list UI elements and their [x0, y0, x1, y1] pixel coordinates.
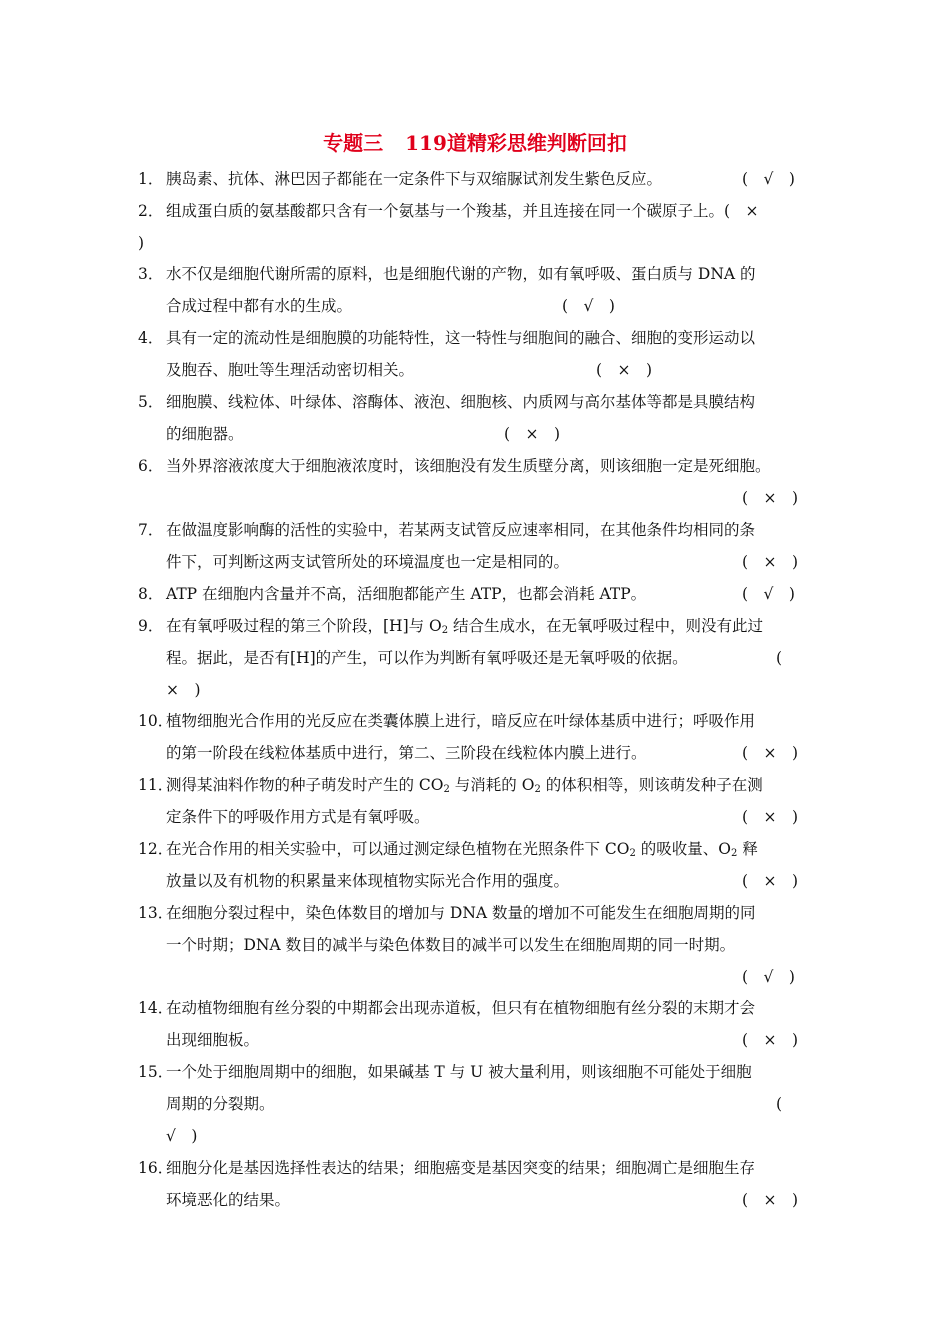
judgment-mark: ( × ) — [742, 872, 799, 890]
title-main: 119道精彩思维判断回扣 — [405, 131, 627, 155]
question-text: 测得某油料作物的种子萌发时产生的 $CO_2$ 与消耗的 $O_2$ 的体积相等，则该萌发种子在测 — [166, 776, 763, 795]
question-number: 6． — [138, 457, 164, 475]
question-number: 7． — [138, 521, 164, 539]
question-number: 8． — [138, 585, 164, 603]
question-number: 14． — [138, 999, 174, 1017]
question-text: 细胞分化是基因选择性表达的结果；细胞癌变是基因突变的结果；细胞凋亡是细胞生存 — [166, 1159, 756, 1177]
question-number: 13． — [138, 904, 174, 922]
question-text-cont: 周期的分裂期。 — [166, 1095, 275, 1113]
judgment-mark-open: ( — [776, 649, 783, 667]
question-number: 4． — [138, 329, 164, 347]
judgment-mark: ( × ) — [596, 361, 653, 379]
question-text: ATP 在细胞内含量并不高，活细胞都能产生 ATP，也都会消耗 ATP。 — [166, 585, 647, 603]
question-number: 12． — [138, 840, 174, 858]
question-text: 细胞膜、线粒体、叶绿体、溶酶体、液泡、细胞核、内质网与高尔基体等都是具膜结构 — [166, 393, 756, 411]
judgment-mark: √ ) — [166, 1127, 198, 1145]
page-title — [0, 128, 950, 158]
question-text: 植物细胞光合作用的光反应在类囊体膜上进行，暗反应在叶绿体基质中进行；呼吸作用 — [166, 712, 756, 730]
judgment-mark: ( × ) — [742, 808, 799, 826]
question-text: 在光合作用的相关实验中，可以通过测定绿色植物在光照条件下 $CO_2$ 的吸收量、$O_2$ 释 — [166, 840, 758, 859]
question-text-cont: 的细胞器。 — [166, 425, 244, 443]
question-number: 10． — [138, 712, 174, 730]
question-text: 在细胞分裂过程中，染色体数目的增加与 DNA 数量的增加不可能发生在细胞周期的同 — [166, 904, 756, 922]
question-text-cont: 的第一阶段在线粒体基质中进行，第二、三阶段在线粒体内膜上进行。 — [166, 744, 647, 762]
question-text-cont: 合成过程中都有水的生成。 — [166, 297, 353, 315]
question-number: 3． — [138, 265, 164, 283]
question-number: 11． — [138, 776, 174, 794]
question-text: 水不仅是细胞代谢所需的原料，也是细胞代谢的产物，如有氧呼吸、蛋白质与 DNA 的 — [166, 265, 756, 283]
question-number: 5． — [138, 393, 164, 411]
question-number: 9． — [138, 617, 164, 635]
question-text: 一个处于细胞周期中的细胞，如果碱基 T 与 U 被大量利用，则该细胞不可能处于细胞 — [166, 1063, 752, 1081]
question-text-cont: ) — [138, 234, 145, 252]
judgment-mark: ( × ) — [742, 1191, 799, 1209]
question-number: 15． — [138, 1063, 174, 1081]
question-text: 在动植物细胞有丝分裂的中期都会出现赤道板，但只有在植物细胞有丝分裂的末期才会 — [166, 999, 756, 1017]
question-text: 具有一定的流动性是细胞膜的功能特性，这一特性与细胞间的融合、细胞的变形运动以 — [166, 329, 756, 347]
question-text-cont: 程。据此，是否有[H]的产生，可以作为判断有氧呼吸还是无氧呼吸的依据。 — [166, 649, 688, 667]
judgment-mark: ( √ ) — [742, 968, 795, 986]
judgment-mark: ( √ ) — [562, 297, 615, 315]
question-text: 在有氧呼吸过程的第三个阶段，[H]与 $O_2$ 结合生成水，在无氧呼吸过程中，则没有此过 — [166, 617, 764, 636]
judgment-mark: ( × ) — [504, 425, 561, 443]
judgment-mark: × ) — [166, 681, 201, 699]
question-number: 16． — [138, 1159, 174, 1177]
question-text-cont: 件下，可判断这两支试管所处的环境温度也一定是相同的。 — [166, 553, 570, 571]
judgment-mark: ( √ ) — [742, 585, 795, 603]
judgment-mark: ( × ) — [742, 1031, 799, 1049]
question-number: 1． — [138, 170, 164, 188]
question-text-cont: 环境恶化的结果。 — [166, 1191, 291, 1209]
question-text-cont: 出现细胞板。 — [166, 1031, 260, 1049]
question-text: 在做温度影响酶的活性的实验中，若某两支试管反应速率相同，在其他条件均相同的条 — [166, 521, 756, 539]
question-text: 组成蛋白质的氨基酸都只含有一个氨基与一个羧基，并且连接在同一个碳原子上。( × — [166, 202, 759, 220]
question-text-cont: 定条件下的呼吸作用方式是有氧呼吸。 — [166, 808, 430, 826]
judgment-mark-open: ( — [776, 1095, 783, 1113]
judgment-mark: ( × ) — [742, 553, 799, 571]
judgment-mark: ( √ ) — [742, 170, 795, 188]
question-number: 2． — [138, 202, 164, 220]
judgment-mark: ( × ) — [742, 489, 799, 507]
title-topic: 专题三 — [323, 131, 384, 155]
question-text-cont: 一个时期；DNA 数目的减半与染色体数目的减半可以发生在细胞周期的同一时期。 — [166, 936, 736, 954]
question-text: 胰岛素、抗体、淋巴因子都能在一定条件下与双缩脲试剂发生紫色反应。 — [166, 170, 663, 188]
question-text-cont: 及胞吞、胞吐等生理活动密切相关。 — [166, 361, 415, 379]
question-text-cont: 放量以及有机物的积累量来体现植物实际光合作用的强度。 — [166, 872, 570, 890]
question-text: 当外界溶液浓度大于细胞液浓度时，该细胞没有发生质壁分离，则该细胞一定是死细胞。 — [166, 457, 771, 475]
judgment-mark: ( × ) — [742, 744, 799, 762]
